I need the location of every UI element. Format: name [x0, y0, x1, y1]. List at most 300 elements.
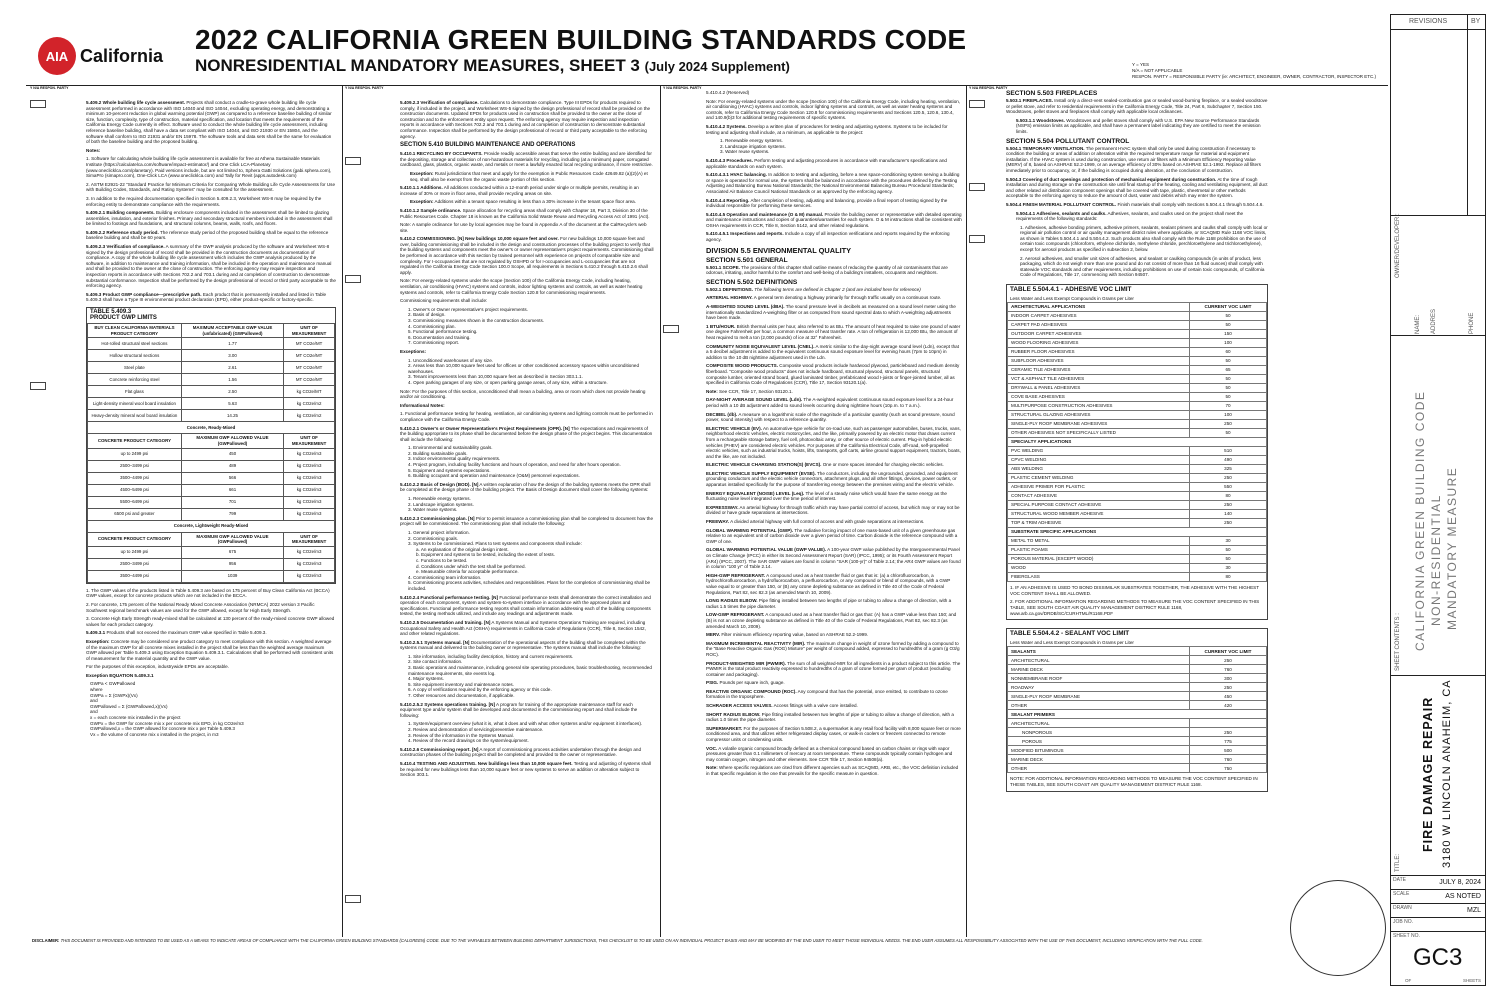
definition — [706, 547, 962, 569]
definition-term: Note: — [706, 388, 718, 394]
list-intro: Commissioning requirements shall include: — [400, 298, 488, 304]
table-row — [1008, 692, 1267, 701]
table-note-1: 1. IF AN ADHESIVE IS USED TO BOND DISSIMILAR SUBSTRATES TOGETHER, THE ADHESIVE WITH THE HIGHEST VOC CONTENT SHALL BE ALLOWED. — [1010, 585, 1259, 596]
list-item: 2. Basis of design. — [408, 312, 446, 318]
definition-term: MAXIMUM INCREMENTAL REACTIVITY (MIR). — [706, 640, 806, 646]
definition-term: Note: — [706, 765, 718, 771]
col-header: CURRENT VOC LIMIT — [1190, 647, 1267, 656]
voc-limit: 30 — [1190, 564, 1267, 573]
section-text: For new buildings 10,000 square feet and over, building commissioning shall be included in the design and construction processes of the building project to verify that the building systems and components meet the owner's or owner representative's project requirements. Commissioning shall be performed in accordance with this section by trained personnel with experience on projects of comparable size and complexity. For I-occupancies that are not regulated by OSHPD or for I-occupancies and L-occupancies that are not regulated in the California Energy Code Section 100.0 Scope, all requirements in Sections 5.410.2 through 5.410.2.6 shall apply. — [400, 236, 654, 275]
checkbox[interactable] — [345, 157, 361, 165]
section-text: Adhesives, sealants, and caulks used on the project shall meet the requirements of the following standards: — [1016, 210, 1244, 222]
voc-limit: 50 — [1190, 393, 1267, 402]
voc-category: RUBBER FLOOR ADHESIVES — [1008, 348, 1190, 357]
exceptions-list — [400, 358, 654, 386]
table-cell: kg CO2e/m3 — [284, 570, 335, 582]
disclaimer — [32, 938, 1387, 943]
section-title: 5.410.4 TESTING AND ADJUSTING. New buildings less than 10,000 square feet. — [400, 760, 573, 766]
section-title: 5.410.2.6 Commissioning report. [N] — [400, 746, 479, 752]
section-text: A summary of the GWP analysis produced by the software and Worksheet WS-8 signed by the design professional of record shall be provided in the construction documents as documentation of compliance. A copy of the whole building life cycle assessment which includes the GWP analysis produced by the software, in addition to maintenance and training information, shall be included in the operation and maintenance manual and shall be provided to the owner at the close of construction. The enforcing agency may require inspection and inspection reports in accordance with Sections 702.2 and 703.1 during and at completion of construction to demonstrate substantial conformance. Inspection shall be performed by the design professional of record or third party acceptable to the enforcing agency. — [86, 244, 336, 289]
note-3: 3. In addition to the required documentation specified in Section 5.409.2.3, Worksheet WS-8 may be required by the enforcing entity to demonstrate compliance with the requirements. — [86, 195, 322, 207]
voc-limit: 100 — [1190, 339, 1267, 348]
section-title: 5.502.1 DEFINITIONS. — [706, 286, 753, 292]
section-title: 5.410.4.2 Systems. — [706, 123, 747, 129]
division-heading: DIVISION 5.5 ENVIRONMENTAL QUALITY — [706, 245, 852, 255]
definition — [706, 689, 962, 700]
section-text: A Systems Manual and Systems Operations Training are required, including Occupational Safety and Health Act (OSHA) requirements in California Code of Regulations (CCR), Title 8, Section 1542, and other related regulations. — [400, 619, 646, 637]
section-text: The reference study period of the proposed building shall be equal to the reference baseline building and shall be 60 years. — [86, 229, 329, 241]
requirements-list — [400, 307, 654, 346]
sheet-contents-line-1: CALIFORNIA GREEN BUILDING CODE — [1413, 390, 1427, 651]
definition-text: The conductors, including the ungrounded, grounded, and equipment grounding conductors and the electric vehicle connectors, attachment plugs, and all other fittings, devices, power outlets, or apparatus installed specifically for the purpose of transferring energy between the premises wiring and the electric vehicle. — [706, 470, 958, 488]
checkbox[interactable] — [345, 275, 361, 283]
definition-term: GLOBAL WARMING POTENTIAL VALUE (GWP VALUE). — [706, 547, 827, 553]
sheet-label: SHEET NO. — [1393, 933, 1420, 939]
definition-text: An arterial highway for through traffic which may have partial control of access, but which may or may not be divided or have grade separations at intersections. — [706, 504, 960, 516]
definition-term: SUPERMARKET. — [706, 725, 743, 731]
exceptions-title: Exceptions: — [400, 348, 427, 354]
table-row — [88, 460, 335, 472]
scale-value: AS NOTED — [1445, 893, 1481, 900]
exception-note: For the purposes of this exception, industrywide EPDs are acceptable. — [86, 664, 229, 670]
definition-term: ARTERIAL HIGHWAY. — [706, 295, 753, 301]
sheet-contents-section — [1391, 335, 1485, 676]
voc-limit: 250 — [1190, 656, 1267, 665]
na-header: N/A — [33, 86, 40, 90]
checkbox[interactable] — [30, 100, 46, 108]
list-item: 1. Owner's or Owner representative's project requirements. — [408, 306, 528, 312]
section-title: 5.504.4.1 Adhesives, sealants and caulks. — [1016, 210, 1107, 216]
table-cell: 3500–4499 psi — [88, 472, 182, 484]
adhesive-voc-table — [1006, 284, 1268, 620]
scale-label: SCALE — [1393, 891, 1410, 897]
page-subtitle — [195, 56, 790, 76]
footnote-1: 1. The GWP values of the products listed in Table 5.409.3 are based on 175 percent of Buy Clean California Act (BCCA) GWP values, except for concrete products which are not included in the BCCA. — [86, 587, 330, 599]
table-cell: Flat glass — [88, 386, 182, 398]
voc-category: ABS WELDING — [1008, 465, 1190, 474]
table-cell: 2.50 — [181, 386, 283, 398]
list-item: 1. Site information, including facility description, history and current requirements. — [408, 653, 574, 659]
voc-category: PLASTIC CEMENT WELDING — [1008, 474, 1190, 483]
y-header: Y — [969, 86, 972, 90]
definition-text: The sum of all weighted-MIR for all ingredients in a product subject to this article. The PWMIR is the total product reactivity expressed to hundredths of a gram of ozone formed per gram of product (excluding container and packaging). — [706, 660, 961, 677]
table-row — [1008, 519, 1267, 528]
definition-term: ELECTRIC VEHICLE CHARGING STATION(S) (EVCS). — [706, 462, 822, 468]
section-title: 5.410.4.3.1 HVAC balancing. — [706, 172, 767, 178]
voc-category: INDOOR CARPET ADHESIVES — [1008, 312, 1190, 321]
voc-limit: 490 — [1190, 456, 1267, 465]
disclaimer-label: DISCLAIMER: — [32, 938, 60, 943]
definition-text: The A-weighted equivalent continuous sound exposure level for a 24-hour period with a 10 dB adjustment added to sound levels occurring during nighttime hours (10p.m. to 7 a.m.). — [706, 397, 954, 408]
section-text: Install only a direct-vent sealed-combustion gas or sealed wood-burning fireplace, or a sealed woodstove or pellet stove, and refer to residential requirements in the California Energy Code, Title 24, Part 6, Subchapter 7, Section 150. Woodstoves, pellet stoves and fireplaces shall comply with applicable local ordinances. — [1006, 98, 1268, 115]
table-cell: kg CO2e/m3 — [284, 472, 335, 484]
y-header: Y — [663, 86, 666, 90]
table-cell: 6500 psi and greater — [88, 508, 182, 520]
cx-plan-list — [400, 530, 654, 592]
definition — [706, 412, 962, 423]
voc-limit: 250 — [1190, 474, 1267, 483]
definition-text: A metric similar to the day-night average sound level (Ldn), except that a 5 decibel adjustment is added to the equivalent continuous sound exposure level for evening hours (7pm to 10pm) in addition to the 10 dB nighttime adjustment used in the Ldn. — [706, 343, 960, 360]
list-item: 4. Major systems. — [408, 676, 444, 682]
section-title: 5.409.3 Product GWP compliance—prescriptive path. — [86, 291, 202, 297]
section-title: 5.410.4.4 Reporting. — [706, 197, 750, 203]
definition-text: Pipe fitting installed between two lengths of pipe or tubing to allow a change of direction, with a radius 1.5 times the pipe diameter. — [706, 598, 952, 609]
section-title: 5.410.2.5.2 Systems operations training. [N] — [400, 701, 495, 707]
definition-term: ENERGY EQUIVALENT (NOISE) LEVEL (Leq). — [706, 490, 805, 496]
table-cell: 661 — [181, 484, 283, 496]
table-cell: kg CO2e/m3 — [284, 496, 335, 508]
column-1 — [86, 100, 336, 930]
definition-text: The level of a steady noise which would have the same energy as the fluctuating noise level integrated over the time period of interest. — [706, 490, 947, 502]
table-cell: 799 — [181, 508, 283, 520]
table-row — [1008, 411, 1267, 420]
definition — [706, 726, 962, 743]
table-cell: Light-density mineral wool board insulation — [88, 398, 182, 410]
checkbox-group[interactable] — [345, 157, 361, 165]
section-5-409-2-text: Projects shall conduct a cradle-to-grave whole building life cycle assessment performed in accordance with ISO 14040 and ISO 14044, excluding operating energy, and demonstrating a minimum 10-percent reduction in global warming potential (GWP) as compared to a reference baseline building of similar size, function, complexity, type of construction, material specification, and location that meets the requirements of the California Energy Code currently in effect. Software used to conduct the whole building life cycle assessment, including reference baseline building, shall have a data set compliant with ISO 14044, and ISO 21930 or EN 15804, and the software shall conform to ISO 21931 and/or EN 15978. The software tools and data sets shall be the same for evaluation of both the baseline building and the proposed building. — [86, 100, 332, 145]
table-row — [1008, 555, 1267, 564]
voc-category: SPECIAL PURPOSE CONTACT ADHESIVE — [1008, 501, 1190, 510]
list-item: 4. Commissioning team information. — [408, 574, 482, 580]
subheader: SPECIALTY APPLICATIONS — [1008, 438, 1267, 447]
section-text: At the time of rough installation and during storage on the construction site until final startup of the heating, cooling and ventilating equipment, all duct and other related air distribution component openings shall be covered with tape, plastic, sheetmetal or other methods acceptable to the enforcing agency to reduce the amount of dust, water and debris which may enter the system. — [1006, 176, 1268, 199]
column-divider — [660, 85, 661, 937]
table-cell: kg CO2e/m2 — [284, 410, 335, 422]
checkbox-group[interactable] — [345, 895, 361, 903]
checkbox[interactable] — [969, 183, 985, 191]
column-divider — [342, 85, 343, 937]
table-row — [88, 558, 335, 570]
sheet-number: GC3 — [1413, 944, 1463, 971]
voc-limit: 60 — [1190, 348, 1267, 357]
table-row — [88, 484, 335, 496]
table-row — [1008, 393, 1267, 402]
checkbox-group[interactable] — [969, 183, 985, 191]
table-row — [1008, 656, 1267, 665]
definition — [706, 573, 962, 595]
checkbox-group[interactable] — [345, 275, 361, 283]
definition-term: EXPRESSWAY. — [706, 504, 739, 510]
section-text: After completion of testing, adjusting and balancing, provide a final report of testing signed by the individual responsible for performing these services. — [706, 197, 948, 209]
voc-category: SUBFLOOR ADHESIVES — [1008, 357, 1190, 366]
voc-limit: 420 — [1190, 701, 1267, 710]
checkbox[interactable] — [30, 382, 46, 390]
table-cell: 956 — [181, 558, 283, 570]
definition-text: Composite wood products include hardwood plywood, particleboard and medium density fiberboard. "Composite wood products" does not include hardboard, structural plywood, structural panels, structural composite lumber, oriented strand board, glued laminated timber, prefabricated wood I-joists or finger-jointed lumber, all as specified in California Code of Regulations (CCR), Title 17, Section 93120.1(a). — [706, 363, 960, 386]
list-item: 3. Commissioning measures shown in the construction documents. — [408, 318, 545, 323]
list-item: 2. Landscape irrigation systems. — [408, 501, 474, 507]
table-row — [88, 374, 335, 386]
systems-list — [716, 138, 962, 155]
checkbox-group[interactable] — [663, 325, 679, 333]
exception-text: Additions within a tenant space resulting in less than a 30% increase in the tenant space floor area. — [434, 199, 636, 205]
definition — [706, 389, 962, 395]
section-text: Building enclosure components included in the assessment shall be limited to glazing assemblies, insulation, and exterior finishes. Primary and secondary structural members included in the assessment shall be limited to footings and foundations, and structural columns, beams, walls, roofs, and floors. — [86, 210, 333, 227]
bod-list — [400, 496, 654, 513]
definition-text: A measure on a logarithmic scale of the magnitude of a particular quantity (such as sound pressure, sound power, sound intensity) with respect to a reference quantity. — [706, 411, 955, 423]
voc-category: SINGLE-PLY ROOF MEMBRANE ADHESIVES — [1008, 420, 1190, 429]
checkbox-group[interactable] — [30, 100, 46, 108]
section-title: 5.410.2.1 Owner's or Owner Representative's Project Requirements (OPR). [N] — [400, 425, 570, 431]
table-row — [1008, 321, 1267, 330]
definition-term: HIGH-GWP REFRIGERANT. — [706, 572, 766, 578]
definition-term: COMMUNITY NOISE EQUIVALENT LEVEL (CNEL). — [706, 343, 815, 349]
opr-list — [400, 445, 654, 479]
column-4 — [1006, 90, 1268, 930]
section-title: 5.409.2.2 Reference study period. — [86, 229, 159, 235]
sheet-contents-line-3: MANDATORY MEASURE — [1445, 466, 1459, 630]
definition-term: ELECTRIC VEHICLE (EV). — [706, 425, 762, 431]
table-cell: 3500–4499 psi — [88, 570, 182, 582]
table-row — [1008, 330, 1267, 339]
voc-category: CARPET PAD ADHESIVES — [1008, 321, 1190, 330]
voc-category: OTHER — [1008, 701, 1190, 710]
respon-header: RESPON. PARTY — [355, 86, 384, 90]
na-header: N/A — [666, 86, 673, 90]
definition-term: VOC. — [706, 745, 718, 751]
section-text: Calculations to demonstrate compliance. Type III EPDs for products required to comply, if included in the project, and Worksheet WS-5 signed by the design professional of record shall be provided on the construction documents. Updated EPDs for products used in construction shall be provided to the owner at the close of construction and to the enforcement entity upon request. The enforcing agency may require inspection and inspection reports in accordance with Sections 702.2 and 703.1 during and at completion of construction to demonstrate substantial conformance. Inspection shall be performed by the design professional of record or third party acceptable to the enforcing agency. — [400, 100, 651, 139]
scale-row — [1391, 889, 1485, 904]
table-row — [1008, 665, 1267, 674]
checkbox[interactable] — [663, 325, 679, 333]
definition — [706, 344, 962, 361]
subheader: SEALANT PRIMERS — [1008, 710, 1267, 719]
section-title: 5.410.1 RECYCLING BY OCCUPANTS. — [400, 151, 483, 157]
list-item: 2. Commissioning goals. — [408, 535, 459, 541]
sheet-contents-line-2: NON-RESIDENTIAL — [1429, 494, 1443, 626]
section-title: 5.410.2.3 Commissioning plan. [N] — [400, 515, 475, 521]
list-item: 5. Commissioning process activities, schedules and responsibilities. Plans for the completion of commissioning shall be included. — [408, 580, 651, 591]
training-list — [400, 721, 654, 743]
table-cell: Hot-rolled structural steel sections — [88, 338, 182, 350]
sealant-voc-rows — [1007, 646, 1267, 773]
voc-limit: 140 — [1190, 510, 1267, 519]
table-row — [1008, 737, 1267, 746]
section-text: A program for training of the appropriate maintenance staff for each equipment type and/or system shall be developed and documented in the commissioning report and shall include the following: — [400, 701, 638, 718]
list-item: Vx = the volume of concrete mix x installed in the project, in m3 — [90, 731, 219, 737]
date-label: DATE — [1393, 877, 1406, 883]
table-cell: up to 2499 psi — [88, 546, 182, 558]
checkbox-group[interactable] — [969, 100, 985, 108]
equation — [86, 681, 336, 737]
table-cell: 5.63 — [181, 398, 283, 410]
checkbox-group[interactable] — [969, 235, 985, 243]
definition — [706, 661, 962, 678]
legend — [1132, 62, 1376, 80]
list-item: 1. Renewable energy systems. — [720, 138, 783, 144]
subheader: SUBSTRATE SPECIFIC APPLICATIONS — [1008, 528, 1267, 537]
definition — [706, 363, 962, 385]
table-note: NOTE: FOR ADDITIONAL INFORMATION REGARDING METHODS TO MEASURE THE VOC CONTENT SPECIFIED IN THESE TABLES, SEE SOUTH COAST AIR QUALITY MANAGEMENT DISTRICT RULE 1168. — [1010, 776, 1258, 787]
table-row — [1008, 474, 1267, 483]
requirement-2: 2. Aerosol adhesives, and smaller unit sizes of adhesives, and sealant or caulking compounds (in units of product, less packaging, which do not weigh more than one pound and do not consist of more than 16 fluid ounces) shall comply with statewide VOC standards and other requirements, including prohibitions on use of certain toxic compounds, of California Code of Regulations, Title 17, commencing with Section 94507. — [1020, 255, 1265, 278]
revisions-header — [1391, 15, 1485, 30]
section-title: 5.504.4 FINISH MATERIAL POLLUTANT CONTROL. — [1006, 201, 1117, 207]
list-item: 2. Landscape irrigation systems. — [720, 143, 786, 149]
definition-text: The radiative forcing impact of one mass-based unit of a given greenhouse gas relative to an equivalent unit of carbon dioxide over a given period of time. Carbon dioxide is the reference compound with a GWP of one. — [706, 527, 958, 544]
table-row — [1008, 728, 1267, 737]
section-5-502-heading: SECTION 5.502 DEFINITIONS — [706, 278, 798, 286]
voc-limit: 150 — [1190, 330, 1267, 339]
list-item: 6. Documentation and training. — [408, 334, 471, 340]
check-header — [663, 86, 701, 90]
table-cell: 2500–3499 psi — [88, 460, 182, 472]
list-item: 3. Water reuse systems. — [720, 149, 770, 155]
voc-category: ARCHITECTURAL — [1008, 719, 1190, 728]
table-row — [1008, 755, 1267, 764]
voc-category: ROADWAY — [1008, 683, 1190, 692]
definition-text: Access fittings with a valve core installed. — [773, 703, 858, 709]
definition — [706, 641, 962, 658]
table-cell: 4500–5499 psi — [88, 484, 182, 496]
table-note-2: 2. FOR ADDITIONAL INFORMATION REGARDING METHODS TO MEASURE THE VOC CONTENT SPECIFIED IN THIS TABLE, SEE SOUTH COAST AIR QUALITY MANAGEMENT DISTRICT RULE 1168, www.arb.ca.gov/DRDB/SC/CURHTML/R1168.PDF — [1010, 599, 1260, 616]
section-title: 5.503.1.1 Woodstoves. — [1016, 117, 1065, 123]
ready-mixed-title: Concrete, Ready-Mixed — [88, 422, 335, 434]
table-row — [1008, 420, 1267, 429]
voc-limit: 510 — [1190, 447, 1267, 456]
table-row — [88, 508, 335, 520]
table-cell: 5500–6499 psi — [88, 496, 182, 508]
legend-na: N/A = NOT APPLICABLE — [1132, 68, 1183, 73]
section-text: Finish materials shall comply with Sections 5.504.4.1 through 5.504.4.6. — [1117, 201, 1264, 207]
definition-text: British thermal units per hour, also referred to as Btu. The amount of heat required to raise one pound of water one degree Fahrenheit per hour, a common measure of heat transfer rate. A ton of refrigeration is 12,000 Btu, the amount of heat required to melt a ton (2,000 pounds) of ice at 32° Fahrenheit. — [706, 323, 961, 340]
col-header: UNIT OF MEASUREMENT — [284, 532, 335, 546]
voc-category: WOOD — [1008, 564, 1190, 573]
list-item: 3. Basic operations and maintenance, including general site operating procedures, basic troubleshooting, recommended maintenance requirements, site events log. — [408, 665, 652, 676]
table-row — [1008, 701, 1267, 710]
voc-limit: 325 — [1190, 465, 1267, 474]
job-row — [1391, 917, 1485, 932]
section-title: 5.410.4.5 Operation and maintenance (O & M) manual. — [706, 211, 824, 217]
definition — [706, 598, 962, 609]
voc-category: MODIFIED BITUMINOUS — [1008, 746, 1190, 755]
exception-title: Exception: — [86, 638, 110, 644]
table-cell: 1.56 — [181, 374, 283, 386]
gwp-table-subtitle: PRODUCT GWP LIMITS — [90, 314, 157, 321]
table-row — [1008, 683, 1267, 692]
table-row — [1008, 339, 1267, 348]
na-header: N/A — [348, 86, 355, 90]
table-row — [88, 448, 335, 460]
section-text: Develop a written plan of procedures for testing and adjusting systems. Systems to be included for testing and adjusting shall include, at a minimum, as applicable to the project: — [706, 123, 948, 135]
section-reserved: 5.410.4.2 (Reserved) — [706, 90, 750, 95]
info-note: 1. Functional performance testing for heating, ventilation, air conditioning systems and lighting controls must be performed in compliance with the California Energy Code. — [400, 411, 653, 422]
table-row — [1008, 312, 1267, 321]
definition-text: Pipe fitting installed between two lengths of pipe or tubing to allow a change of direction, with a radius 1.0 times the pipe diameter. — [706, 711, 954, 723]
phone-label: PHONE — [1469, 312, 1475, 334]
definition-term: LONG RADIUS ELBOW. — [706, 598, 758, 604]
y-header: Y — [345, 86, 348, 90]
section-text: Functional performance tests shall demonstrate the correct installation and operation of each component, system and system-to-system interface in accordance with the approved plans and specifications. Functional performance testing reports shall contain information addressing each of the building components tested, the testing methods utilized, and include any readings and adjustments made. — [400, 594, 651, 617]
definition-text: A 100-year GWP value published by the Intergovernmental Panel on Climate Change (IPCC) in either its Second Assessment Report (SAR) (IPCC, 1995); or its Fourth Assessment Report (AR4) (IPCC, 2007). The SAR GWP values are found in column "SAR (100-yr)" of Table 2.14; the AR4 GWP values are found in column "100 yr" of Table 2.14. — [706, 547, 961, 570]
exception-title: Exception: — [410, 170, 434, 176]
list-item: 1. General project information. — [408, 530, 470, 535]
table-cell: 701 — [181, 496, 283, 508]
section-text: In addition to testing and adjusting, before a new space-conditioning system serving a building or space is operated for normal use, the system shall be balanced in accordance with the procedures defined by the Testing Adjusting and Balancing Bureau National Standards; the National Environmental Balancing Bureau Procedural Standards; Associated Air Balance Council National Standards or as approved by the enforcing agency. — [706, 172, 960, 194]
definition — [706, 462, 962, 468]
sealant-voc-table — [1006, 628, 1268, 791]
table-row — [1008, 357, 1267, 366]
section-5-504-heading: SECTION 5.504 POLLUTANT CONTROL — [1006, 137, 1130, 145]
table-cell: Concrete reinforcing steel — [88, 374, 182, 386]
section-text: Products shall not exceed the maximum GWP value specified in Table 5.409.3. — [106, 630, 267, 636]
table-row — [1008, 564, 1267, 573]
section-text: The permanent HVAC system shall only be used during construction if necessary to condition the building or areas of addition or alteration within the required temperature range for material and equipment installation. If the HVAC system is used during construction, use return air filters with a Minimum Efficiency Reporting Value (MERV) of 8, based on ASHRAE 52.2-1999, or an average efficiency of 30% based on ASHRAE 52.1-1992. Replace all filters immediately prior to occupancy, or, if the building is occupied during alteration, at the conclusion of construction. — [1006, 145, 1261, 173]
voc-category: OTHER — [1008, 764, 1190, 773]
section-5-503-heading: SECTION 5.503 FIREPLACES — [1006, 90, 1098, 97]
job-label: JOB NO. — [1393, 919, 1414, 925]
supplement-text: (July 2024 Supplement) — [644, 59, 790, 74]
col-header: MAXIMUM GWP ALLOWED VALUE (GWPallowed) — [181, 532, 283, 546]
list-item: 1. Renewable energy systems. — [408, 496, 471, 502]
voc-category: OUTDOOR CARPET ADHESIVES — [1008, 330, 1190, 339]
col-header: UNIT OF MEASUREMENT — [284, 434, 335, 448]
voc-limit: 50 — [1190, 555, 1267, 564]
voc-limit: 65 — [1190, 366, 1267, 375]
list-item: 3. Water reuse systems. — [408, 507, 458, 513]
of-label: OF — [1405, 978, 1412, 983]
checkbox[interactable] — [969, 235, 985, 243]
voc-category: METAL TO METAL — [1008, 537, 1190, 546]
checkbox-group[interactable] — [30, 382, 46, 390]
definition-term: REACTIVE ORGANIC COMPOUND (ROC). — [706, 688, 797, 694]
stamp-circle — [1290, 880, 1386, 976]
table-row — [88, 472, 335, 484]
voc-category: ARCHITECTURAL — [1008, 656, 1190, 665]
list-item: 1. System/equipment overview (what it is, what it does and with what other systems and/or equipment it interfaces). — [408, 721, 643, 727]
gwp-table-body — [87, 323, 335, 583]
section-text: Testing and adjusting of systems shall be required for new buildings less than 10,000 square feet or new systems to serve an addition or alteration subject to Section 303.1. — [400, 760, 651, 778]
table-subtitle: Less Water and Less Exempt Compounds in Grams per Liter — [1010, 639, 1134, 645]
table-cell: kg CO2e/m3 — [284, 484, 335, 496]
list-item: d. Conditions under which the test shall be performed. — [416, 563, 526, 569]
respon-header: RESPON. PARTY — [40, 86, 69, 90]
checkbox[interactable] — [969, 100, 985, 108]
definition-term: MERV. — [706, 632, 721, 638]
list-item: 3. Tenant improvements less than 10,000 square feet as described in Section 303.1.1. — [408, 374, 583, 380]
logo-text: California — [80, 45, 164, 66]
definition — [706, 765, 962, 776]
checkbox[interactable] — [345, 895, 361, 903]
aia-california-logo — [38, 37, 163, 75]
definition — [706, 324, 962, 341]
voc-limit: 70 — [1190, 402, 1267, 411]
gwp-table-title: TABLE 5.409.3 — [90, 309, 132, 315]
section-text: The following terms are defined in Chapter 2 (and are included here for reference) — [754, 286, 921, 292]
col-header: SEALANTS — [1008, 647, 1190, 656]
sheet-contents-label: SHEET CONTENTS : — [1395, 613, 1401, 671]
info-notes-title: Informational Notes: — [400, 402, 445, 408]
table-cell: kg CO2e/m2 — [284, 398, 335, 410]
voc-category: STRUCTURAL WOOD MEMBER ADHESIVE — [1008, 510, 1190, 519]
table-cell: MT CO2e/MT — [284, 338, 335, 350]
table-row — [1008, 402, 1267, 411]
name-label: NAME: — [1415, 314, 1421, 334]
requirement-1: 1. Adhesives, adhesive bonding primers, adhesive primers, sealants, sealant primers and caulks shall comply with local or regional air pollution control or air quality management district rules where applicable, or SCAQMD Rule 1168 VOC limits, as shown in Tables 5.504.4.1 and 5.504.4.2. Such products also shall comply with the Rule 1168 prohibition on the use of certain toxic compounds (chloroform, ethylene dichloride, methylene chloride, perchloroethylene and trichloroethylene), except for aerosol products as specified in subsection 2, below. — [1020, 224, 1268, 253]
definition-text: Where specific regulations are cited from different agencies such as SCAQMD, ARB, etc., the VOC definition included in that specific regulation is the one that prevails for the specific measure in question. — [706, 765, 959, 776]
voc-limit: 500 — [1190, 746, 1267, 755]
definition-term: ELECTRIC VEHICLE SUPPLY EQUIPMENT (EVSE). — [706, 470, 816, 476]
list-item: and — [90, 709, 98, 715]
voc-category: DRYWALL & PANEL ADHESIVES — [1008, 384, 1190, 393]
table-cell: 2.61 — [181, 362, 283, 374]
table-row — [1008, 429, 1267, 438]
disclaimer-text: THIS DOCUMENT IS PROVIDED AND INTENDED TO BE USED AS A MEANS TO INDICATE AREAS OF COMPLIANCE WITH THE CALIFORNIA GREEN BUILDING STANDARDS (CALGREEN) CODE. DUE TO THE VARIABLES BETWEEN BUILDING DEPARTMENT JURISDICTIONS, THIS CHECKLIST IS TO BE USED ON AN INDIVIDUAL PROJECT BASIS AND MAY BE MODIFIED BY THE END USER TO MEET THOSE INDIVIDUAL NEEDS. THE END USER ASSUMES ALL RESPONSIBILITY ASSOCIATED WITH THE USE OF THIS DOCUMENT, INCLUDING VERIFICATION WITH THE FULL CODE. — [60, 938, 1203, 943]
voc-limit: 80 — [1190, 492, 1267, 501]
definition — [706, 304, 962, 321]
definition-term: PSIG. — [706, 680, 719, 686]
owner-section — [1391, 215, 1485, 336]
